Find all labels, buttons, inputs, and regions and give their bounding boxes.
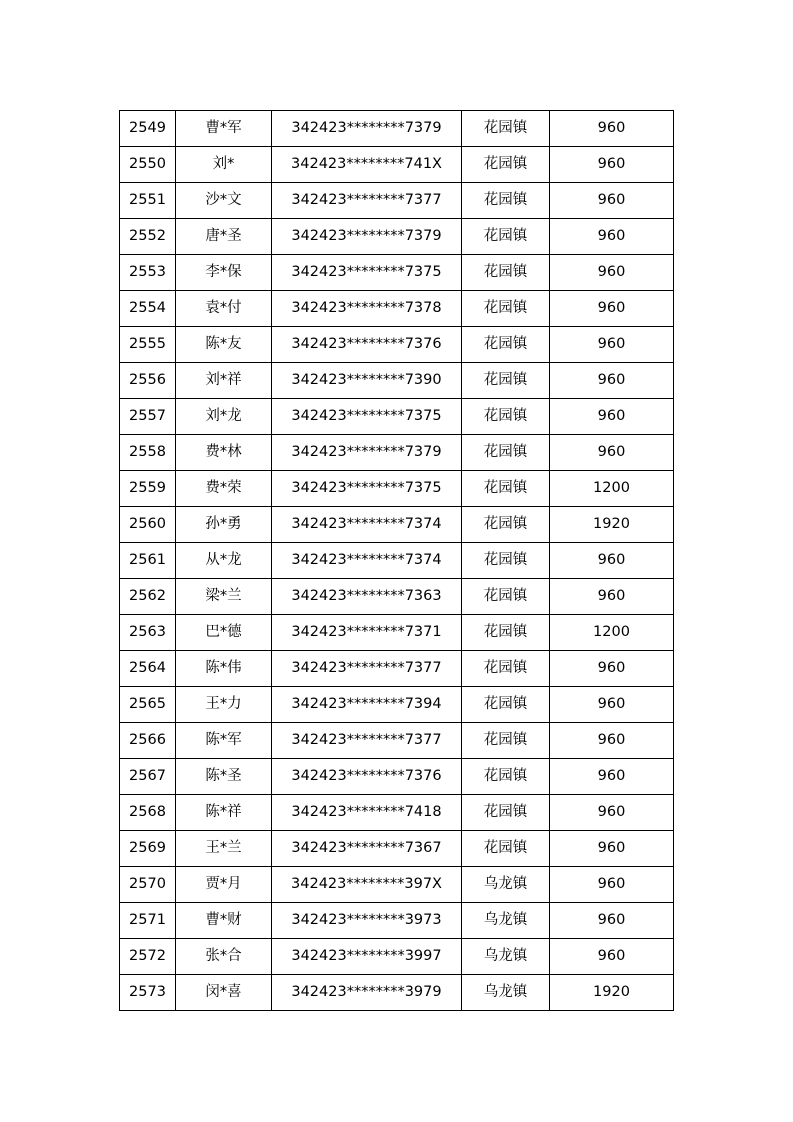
cell-town: 乌龙镇 [462, 903, 550, 939]
cell-seq: 2573 [120, 975, 176, 1011]
cell-name: 梁*兰 [176, 579, 272, 615]
cell-amount: 1200 [550, 471, 674, 507]
cell-id-number: 342423********7377 [272, 183, 462, 219]
cell-name: 从*龙 [176, 543, 272, 579]
cell-id-number: 342423********7363 [272, 579, 462, 615]
cell-seq: 2549 [120, 111, 176, 147]
cell-town: 花园镇 [462, 615, 550, 651]
cell-name: 刘* [176, 147, 272, 183]
cell-amount: 960 [550, 435, 674, 471]
cell-amount: 960 [550, 903, 674, 939]
cell-id-number: 342423********7374 [272, 507, 462, 543]
table-row [120, 291, 674, 327]
data-table [119, 110, 674, 1011]
cell-seq: 2560 [120, 507, 176, 543]
cell-amount: 960 [550, 111, 674, 147]
cell-seq: 2561 [120, 543, 176, 579]
cell-town: 花园镇 [462, 183, 550, 219]
cell-amount: 960 [550, 831, 674, 867]
cell-seq: 2559 [120, 471, 176, 507]
table-row [120, 327, 674, 363]
cell-town: 花园镇 [462, 795, 550, 831]
cell-seq: 2570 [120, 867, 176, 903]
cell-name: 费*荣 [176, 471, 272, 507]
table-row [120, 471, 674, 507]
cell-id-number: 342423********7379 [272, 111, 462, 147]
cell-amount: 1200 [550, 615, 674, 651]
cell-id-number: 342423********7377 [272, 723, 462, 759]
cell-seq: 2572 [120, 939, 176, 975]
cell-amount: 960 [550, 399, 674, 435]
cell-seq: 2569 [120, 831, 176, 867]
table-row [120, 507, 674, 543]
cell-amount: 960 [550, 795, 674, 831]
table-row [120, 111, 674, 147]
cell-town: 乌龙镇 [462, 939, 550, 975]
table-row [120, 939, 674, 975]
cell-town: 花园镇 [462, 291, 550, 327]
table-row [120, 975, 674, 1011]
cell-seq: 2552 [120, 219, 176, 255]
cell-amount: 960 [550, 147, 674, 183]
cell-town: 乌龙镇 [462, 867, 550, 903]
cell-amount: 1920 [550, 507, 674, 543]
cell-town: 花园镇 [462, 471, 550, 507]
cell-amount: 960 [550, 579, 674, 615]
cell-id-number: 342423********7371 [272, 615, 462, 651]
table-row [120, 831, 674, 867]
cell-town: 花园镇 [462, 687, 550, 723]
cell-amount: 960 [550, 651, 674, 687]
table-row [120, 435, 674, 471]
document-page [119, 110, 674, 1011]
cell-name: 李*保 [176, 255, 272, 291]
table-row [120, 183, 674, 219]
cell-id-number: 342423********3997 [272, 939, 462, 975]
cell-name: 闵*喜 [176, 975, 272, 1011]
cell-name: 王*兰 [176, 831, 272, 867]
table-body [120, 111, 674, 1011]
cell-town: 花园镇 [462, 255, 550, 291]
cell-amount: 960 [550, 255, 674, 291]
cell-id-number: 342423********7390 [272, 363, 462, 399]
cell-seq: 2565 [120, 687, 176, 723]
cell-id-number: 342423********7377 [272, 651, 462, 687]
cell-seq: 2563 [120, 615, 176, 651]
cell-amount: 960 [550, 219, 674, 255]
cell-name: 王*力 [176, 687, 272, 723]
cell-town: 花园镇 [462, 147, 550, 183]
cell-id-number: 342423********7378 [272, 291, 462, 327]
cell-amount: 960 [550, 687, 674, 723]
cell-id-number: 342423********7418 [272, 795, 462, 831]
cell-town: 乌龙镇 [462, 975, 550, 1011]
cell-name: 贾*月 [176, 867, 272, 903]
cell-seq: 2566 [120, 723, 176, 759]
cell-town: 花园镇 [462, 363, 550, 399]
cell-town: 花园镇 [462, 399, 550, 435]
cell-id-number: 342423********7394 [272, 687, 462, 723]
cell-name: 唐*圣 [176, 219, 272, 255]
cell-name: 曹*军 [176, 111, 272, 147]
cell-name: 陈*友 [176, 327, 272, 363]
cell-name: 费*林 [176, 435, 272, 471]
cell-seq: 2550 [120, 147, 176, 183]
cell-id-number: 342423********741X [272, 147, 462, 183]
cell-id-number: 342423********3973 [272, 903, 462, 939]
cell-id-number: 342423********7376 [272, 327, 462, 363]
cell-town: 花园镇 [462, 507, 550, 543]
cell-name: 陈*圣 [176, 759, 272, 795]
table-row [120, 363, 674, 399]
table-row [120, 795, 674, 831]
cell-amount: 1920 [550, 975, 674, 1011]
cell-town: 花园镇 [462, 723, 550, 759]
cell-id-number: 342423********7379 [272, 219, 462, 255]
table-row [120, 579, 674, 615]
cell-name: 巴*德 [176, 615, 272, 651]
cell-id-number: 342423********7367 [272, 831, 462, 867]
cell-name: 孙*勇 [176, 507, 272, 543]
cell-seq: 2558 [120, 435, 176, 471]
cell-seq: 2557 [120, 399, 176, 435]
cell-id-number: 342423********7375 [272, 399, 462, 435]
table-row [120, 219, 674, 255]
table-row [120, 147, 674, 183]
cell-seq: 2554 [120, 291, 176, 327]
cell-town: 花园镇 [462, 435, 550, 471]
cell-seq: 2556 [120, 363, 176, 399]
cell-town: 花园镇 [462, 579, 550, 615]
cell-town: 花园镇 [462, 651, 550, 687]
cell-id-number: 342423********7376 [272, 759, 462, 795]
cell-town: 花园镇 [462, 831, 550, 867]
table-row [120, 903, 674, 939]
cell-seq: 2571 [120, 903, 176, 939]
cell-seq: 2555 [120, 327, 176, 363]
cell-name: 张*合 [176, 939, 272, 975]
table-row [120, 255, 674, 291]
cell-id-number: 342423********3979 [272, 975, 462, 1011]
cell-name: 陈*伟 [176, 651, 272, 687]
cell-name: 刘*祥 [176, 363, 272, 399]
cell-amount: 960 [550, 939, 674, 975]
cell-town: 花园镇 [462, 327, 550, 363]
cell-amount: 960 [550, 759, 674, 795]
cell-id-number: 342423********397X [272, 867, 462, 903]
cell-name: 刘*龙 [176, 399, 272, 435]
cell-seq: 2551 [120, 183, 176, 219]
table-row [120, 615, 674, 651]
cell-name: 陈*军 [176, 723, 272, 759]
cell-name: 沙*文 [176, 183, 272, 219]
cell-seq: 2562 [120, 579, 176, 615]
cell-town: 花园镇 [462, 219, 550, 255]
table-row [120, 687, 674, 723]
table-row [120, 399, 674, 435]
cell-amount: 960 [550, 363, 674, 399]
cell-amount: 960 [550, 723, 674, 759]
cell-name: 袁*付 [176, 291, 272, 327]
cell-name: 曹*财 [176, 903, 272, 939]
cell-town: 花园镇 [462, 759, 550, 795]
table-row [120, 759, 674, 795]
cell-id-number: 342423********7374 [272, 543, 462, 579]
table-row [120, 723, 674, 759]
cell-id-number: 342423********7375 [272, 471, 462, 507]
cell-id-number: 342423********7375 [272, 255, 462, 291]
cell-town: 花园镇 [462, 111, 550, 147]
cell-amount: 960 [550, 327, 674, 363]
cell-amount: 960 [550, 183, 674, 219]
cell-seq: 2564 [120, 651, 176, 687]
cell-id-number: 342423********7379 [272, 435, 462, 471]
cell-seq: 2567 [120, 759, 176, 795]
table-row [120, 651, 674, 687]
cell-seq: 2568 [120, 795, 176, 831]
cell-town: 花园镇 [462, 543, 550, 579]
table-row [120, 867, 674, 903]
cell-amount: 960 [550, 291, 674, 327]
cell-amount: 960 [550, 867, 674, 903]
cell-name: 陈*祥 [176, 795, 272, 831]
cell-amount: 960 [550, 543, 674, 579]
table-row [120, 543, 674, 579]
cell-seq: 2553 [120, 255, 176, 291]
